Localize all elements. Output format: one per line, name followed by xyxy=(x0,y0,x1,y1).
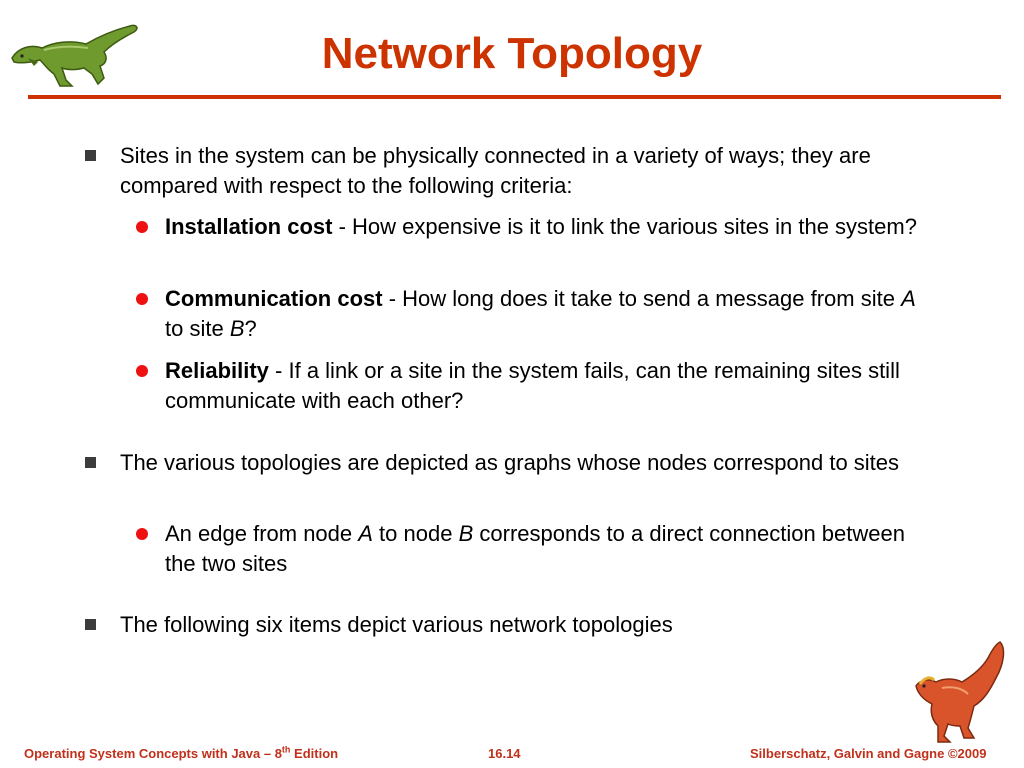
term-label: Reliability xyxy=(165,358,269,383)
footer-title-text: Operating System Concepts with Java – 8 xyxy=(24,746,282,761)
bullet-text: The various topologies are depicted as graphs whose nodes correspond to sites xyxy=(120,450,900,475)
round-bullet-icon xyxy=(136,221,148,233)
square-bullet-icon xyxy=(85,457,96,468)
bullet-text: The following six items depict various network topologies xyxy=(120,612,673,637)
variable-b: B xyxy=(229,316,245,341)
separator: - xyxy=(332,214,353,239)
sub-bullet-text: If a link or a site in the system fails, can the remaining sites still communicate with each other? xyxy=(165,358,900,413)
bullet-text: Sites in the system can be physically connected in a variety of ways; they are compared with respect to the following criteria: xyxy=(120,143,871,198)
sub-bullet-item xyxy=(165,356,935,416)
separator: - xyxy=(382,286,403,311)
footer-authors: Silberschatz, Galvin and Gagne ©2009 xyxy=(750,746,987,761)
footer-page-number: 16.14 xyxy=(488,746,521,761)
variable-b: B xyxy=(458,521,474,546)
round-bullet-icon xyxy=(136,528,148,540)
red-dinosaur-icon xyxy=(908,638,1008,748)
sub-bullet-text: to node xyxy=(372,521,459,546)
square-bullet-icon xyxy=(85,150,96,161)
sub-bullet-item xyxy=(165,519,935,579)
round-bullet-icon xyxy=(136,365,148,377)
term-label: Communication cost xyxy=(165,286,383,311)
sub-bullet-text: How long does it take to send a message from site xyxy=(402,286,902,311)
variable-a: A xyxy=(901,286,916,311)
page-title: Network Topology xyxy=(321,29,703,78)
footer-edition-text: Edition xyxy=(290,746,339,761)
round-bullet-icon xyxy=(136,293,148,305)
sub-bullet-text: An edge from node xyxy=(165,521,359,546)
footer-book-title xyxy=(24,746,338,762)
square-bullet-icon xyxy=(85,619,96,630)
sub-bullet-text: to site xyxy=(165,316,230,341)
footer-superscript: th xyxy=(281,744,291,755)
sub-bullet-item xyxy=(165,212,935,242)
bullet-item xyxy=(120,448,920,478)
sub-bullet-item xyxy=(165,284,935,344)
sub-bullet-text: How expensive is it to link the various sites in the system? xyxy=(352,214,917,239)
bullet-item xyxy=(120,141,920,201)
separator: - xyxy=(268,358,289,383)
term-label: Installation cost xyxy=(165,214,333,239)
sub-bullet-text: ? xyxy=(244,316,257,341)
bullet-item xyxy=(120,610,920,640)
variable-a: A xyxy=(358,521,373,546)
sub-bullet-text: corresponds to a direct connection between the two sites xyxy=(165,521,905,576)
